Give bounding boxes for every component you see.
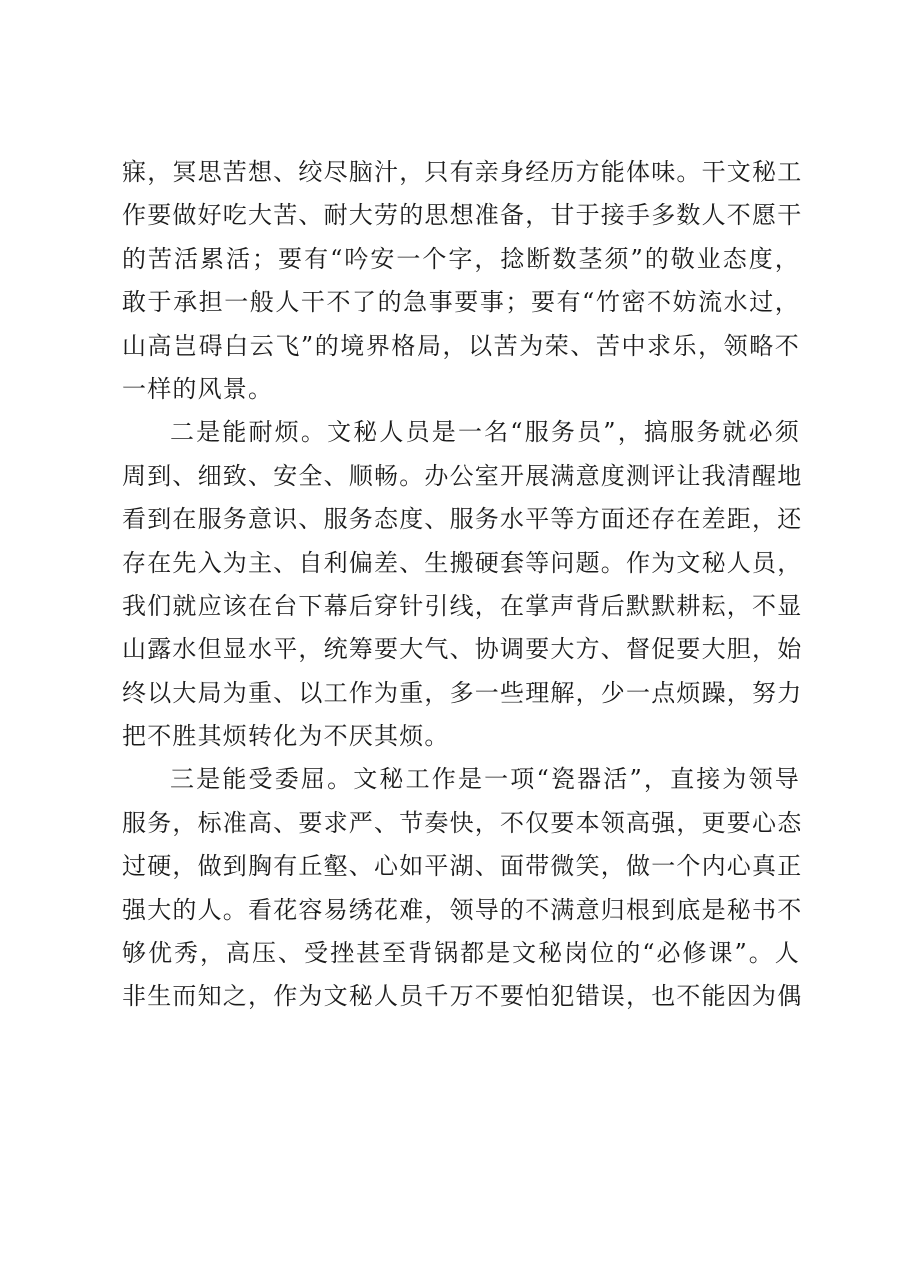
document-body: [122, 151, 803, 1019]
text-line: 山高岂碍白云飞”的境界格局，以苦为荣、苦中求乐，领略不: [122, 331, 800, 360]
text-line: 寐，冥思苦想、绞尽脑汁，只有亲身经历方能体味。干文秘工: [122, 158, 803, 186]
text-line: 非生而知之，作为文秘人员千万不要怕犯错误，也不能因为偶: [122, 982, 803, 1011]
text-line: 周到、细致、安全、顺畅。办公室开展满意度测评让我清醒地: [122, 461, 803, 490]
paragraph-patience: [122, 411, 803, 758]
text-line: 二是能耐烦。文秘人员是一名“服务员”，搞服务就必须: [170, 418, 800, 447]
text-line: 一样的风景。: [122, 374, 274, 403]
text-line: 三是能受委屈。文秘工作是一项“瓷器活”，直接为领导: [170, 765, 800, 794]
text-line: 存在先入为主、自利偏差、生搬硬套等问题。作为文秘人员，: [122, 548, 803, 577]
text-line: 强大的人。看花容易绣花难，领导的不满意归根到底是秘书不: [122, 895, 803, 924]
text-line: 的苦活累活；要有“吟安一个字，捻断数茎须”的敬业态度，: [122, 244, 800, 273]
paragraph-continuation: [122, 151, 803, 411]
text-line: 敢于承担一般人干不了的急事要事；要有“竹密不妨流水过，: [122, 288, 800, 317]
text-line: 作要做好吃大苦、耐大劳的思想准备，甘于接手多数人不愿干: [122, 201, 803, 230]
text-line: 服务，标准高、要求严、节奏快，不仅要本领高强，更要心态: [122, 808, 803, 837]
text-line: 把不胜其烦转化为不厌其烦。: [122, 722, 450, 751]
text-line: 过硬，做到胸有丘壑、心如平湖、面带微笑，做一个内心真正: [122, 852, 803, 881]
text-line: 我们就应该在台下幕后穿针引线，在掌声背后默默耕耘，不显: [122, 591, 803, 620]
text-line: 看到在服务意识、服务态度、服务水平等方面还存在差距，还: [122, 505, 803, 534]
text-line: 山露水但显水平，统筹要大气、协调要大方、督促要大胆，始: [122, 635, 803, 664]
text-line: 终以大局为重、以工作为重，多一些理解，少一点烦躁，努力: [122, 678, 803, 707]
text-line: 够优秀，高压、受挫甚至背锅都是文秘岗位的“必修课”。人: [122, 939, 800, 968]
paragraph-grievance: [122, 758, 803, 1018]
